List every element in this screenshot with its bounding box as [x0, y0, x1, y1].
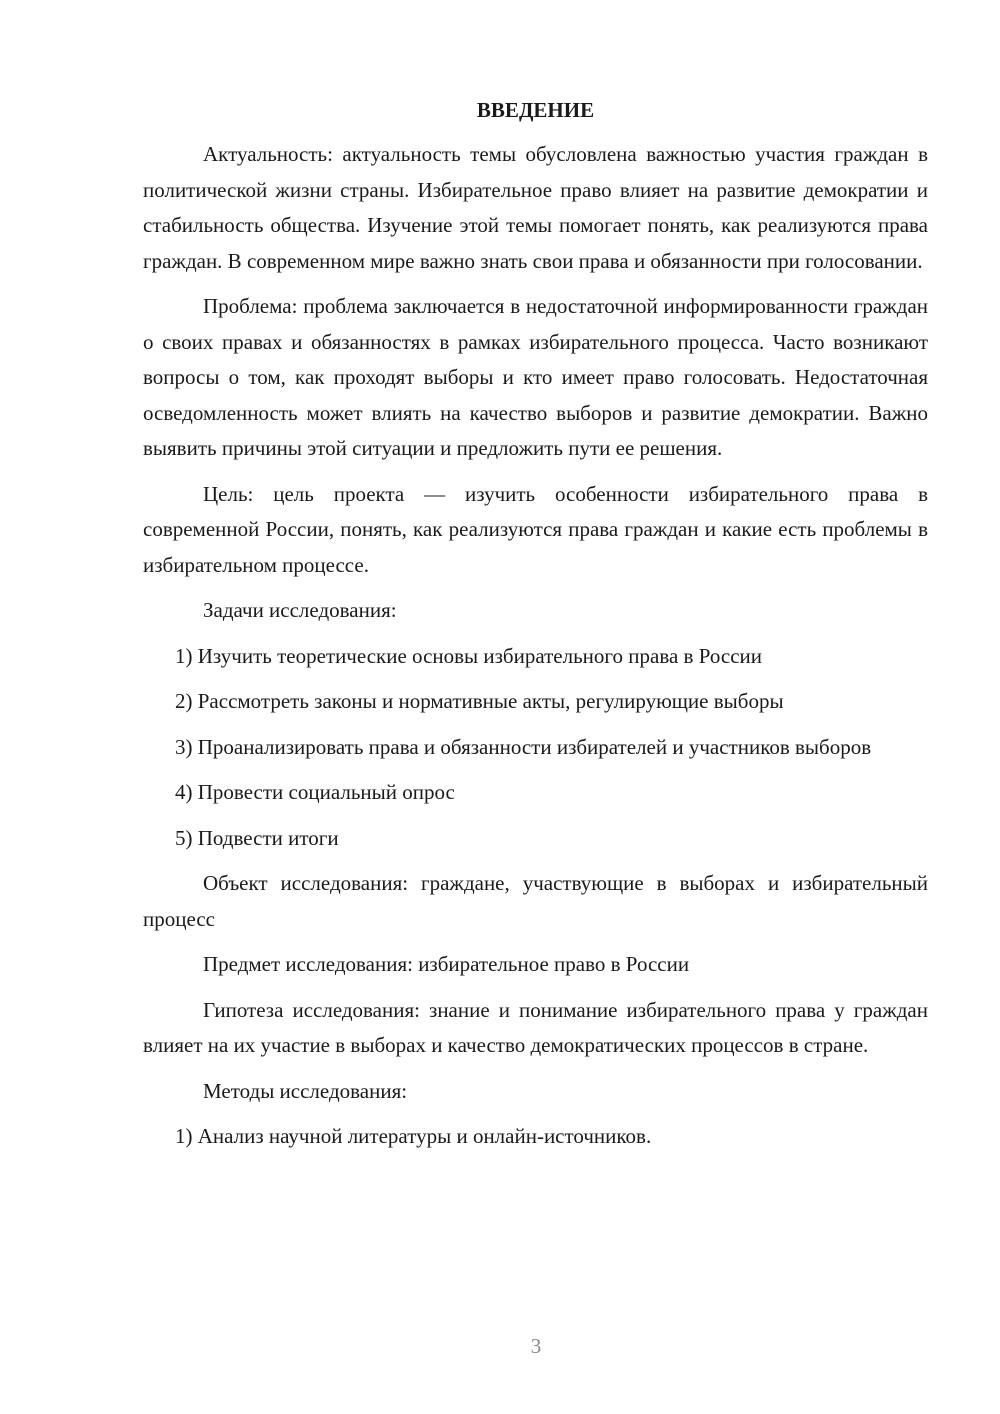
section-title: ВВЕДЕНИЕ	[476, 98, 595, 122]
subject-paragraph: Предмет исследования: избирательное право в России	[203, 952, 690, 976]
task-item-5: 5) Подвести итоги	[175, 825, 339, 850]
tasks-heading: Задачи исследования:	[203, 598, 397, 622]
task-item-4: 4) Провести социальный опрос	[175, 780, 455, 804]
hypothesis-paragraph: Гипотеза исследования: знание и понимание избирательного права у граждан влияет на их участие в выборах и качество демократических процессов в стране.	[143, 997, 928, 1057]
page-number: 3	[530, 1334, 542, 1358]
problem-paragraph: Проблема: проблема заключается в недостаточной информированности граждан о своих правах и обязанностях в рамках избирательного процесса. Часто возникают вопросы о том, как проходят выборы и кто имеет право голосовать. Недостаточная осведомленность может влиять на качество выборов и развитие демократии. Важно выявить причины этой ситуации и предложить пути ее решения.	[143, 294, 928, 460]
document-page	[143, 95, 928, 1165]
object-paragraph: Объект исследования: граждане, участвующие в выборах и избирательный процесс	[143, 871, 928, 931]
task-item-1: 1) Изучить теоретические основы избирательного права в России	[175, 643, 762, 668]
task-item-3: 3) Проанализировать права и обязанности избирателей и участников выборов	[175, 734, 872, 759]
task-item-2: 2) Рассмотреть законы и нормативные акты, регулирующие выборы	[175, 689, 784, 713]
methods-heading: Методы исследования:	[203, 1078, 408, 1103]
relevance-paragraph: Актуальность: актуальность темы обусловлена важностью участия граждан в политической жизни страны. Избирательное право влияет на развитие демократии и стабильность общества. Изучение этой темы помогает понять, как реализуются права граждан. В современном мире важно знать свои права и обязанности при голосовании.	[143, 142, 928, 273]
method-item-1: 1) Анализ научной литературы и онлайн-источников.	[175, 1124, 652, 1148]
goal-paragraph: Цель: цель проекта — изучить особенности избирательного права в современной России, понять, как реализуются права граждан и какие есть проблемы в избирательном процессе.	[143, 481, 928, 577]
